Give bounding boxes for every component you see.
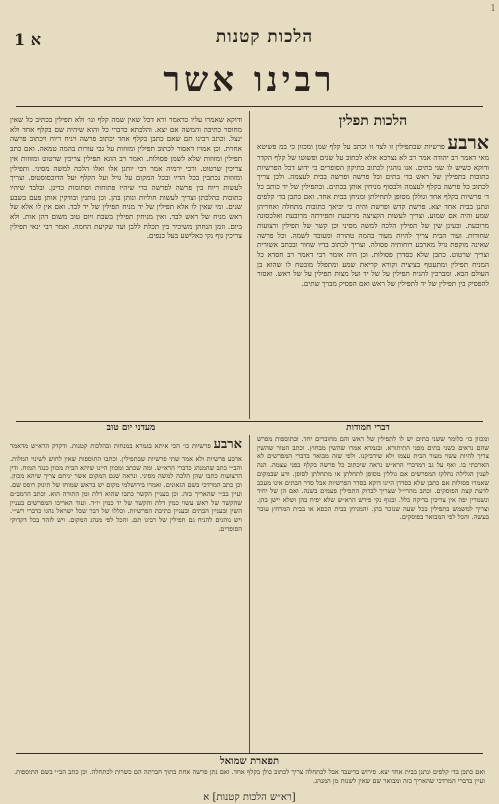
footer-signature: [רא״ש הלכות קטנות] א — [203, 792, 296, 803]
left-column — [10, 111, 242, 419]
notes-right-title: דברי חמודות — [346, 423, 390, 433]
notes-left-column — [10, 435, 242, 753]
notes-right-text: ומכוון כו׳ כלומר ששני בתים יש לו לתפילין של ראש והם מחוברים יחד. ובתוספות מפרש שהם נראים כשני בתים מפני התיתורא. ובגמרא אמרו שהשין מבחוץ. וכתב הטור שהשין צריך להיות עשוי מעור הבית עצמו ולא שידביקנו. ולפי שזה מבואר בדברי המפרשים לא הארכתי בו. ואף על גב דמדברי הרא״ש נראה שיכתוב כל פרשה בקלף בפני עצמה. הנה לענין הגלילה נחלקו המפרשים אם גוללין מסופן לתחלתן או מתחלתן לסופן. ודע שבמקום שאמרו פסולות אם כתבן שלא כסדרן היינו דוקא בסדר הפרשיות אבל סדר הבתים אינו מעכב לדעת קצת הפוסקים. וכתב מהרי״ל שצריך לבדוק התפילין פעמים בשנה. ואם הן של יחיד ונשמרין יפה אין צריכין בדיקה כלל. ובגוף נקי פירש הרא״ש שלא יפיח בהן ושלא יישן בהן. וצריך למשמש בתפילין בכל שעה שנזכר בהן. והמניחן בבית הכסא או בבית המרחץ עובר בעשה. והכל לפי המבואר בפוסקים. — [257, 435, 489, 522]
right-column-text — [257, 133, 489, 289]
bottom-section-title: תפארת שמואל — [219, 756, 280, 767]
section-title: הלכות תפלין — [338, 113, 408, 129]
edge-mark: 1 — [490, 4, 496, 14]
page-header — [10, 0, 489, 54]
notes-lead-word: ארבע — [213, 437, 242, 452]
right-column-body: פרשיות שבתפילין זו לצד זו וכתב על קלף שמן ומכוון כי במ פשיטא מאי דאמר רב יהודה אמר רב לא נצרכא אלא לכתוב על שנים ופשוטו של קלף הקדר ודוקא כשיש לו שני בתים. אנו נוהגין לכתוב כתיקון הסופרים כי ידוע דכל הפרשיות כתובות בתפילין של ראש בד׳ בתים וכל פרשה ופרשה בבית לעצמה. ולכן צריך לכתוב כל פרשה בקלף לעצמה ולבסוף מניחין אותן בבתים. ובתפילין של יד כותב כל ד׳ פרשיות בקלף אחד וגוללן מסופן לתחילתן ומניחן בבית אחד. ואם כתבן בד׳ קלפים ונתנן בבית אחד יצא. פרשת קדש ופרשת והיה כי יביאך כתובות מתחלה ואחריהן שמע והיה אם שמוע. וצריך לעשות הקציצה מרובעת ותפירתה מרובעת ואלכסונה מרובעת. ובעינן שין של תפילין הלכה למשה מסיני וכן קשר של תפילין ורצועות שחורות. ועור הבית צריך להיות מעור בהמה טהורה ומעובד לשמה. וכל פרשה שאינה מוקפת גויל מארבע רוחותיה פסולה. וצריך לכתוב בדיו שחור ובכתב אשורית וצריך שרטוט. כתבן שלא כסדרן פסולות. וכן היה אומר רבי דאמר רב חסדא כל המניח תפילין ומתעטף בציצית וקורא קריאת שמע ומתפלל מובטח לו שהוא בן העולם הבא. ומברכין להניח תפילין על של יד ועל מצות תפילין על של ראש. ואסור להפסיק בין תפילין של יד לתפילין של ראש ואם הפסיק מברך שתים. — [257, 142, 489, 289]
commentary-divider — [249, 435, 250, 753]
notes-left-text — [10, 435, 242, 533]
bottom-section-text: ואם כתבן בד׳ קלפים ונתנן בבית אחד יצא. פירוש בדיעבד אבל לכתחלה צריך לכתוב כולן בקלף אחד. ואם נתן פרשה אחת בתוך חברתה הם כשרות לכתחלה. וכן כתב הב״י בשם התוספות. ועיין בדברי המרדכי שהאריך בזה ומבואר שם שאין לשנות מן המנהג. — [14, 768, 485, 785]
notes-left-body: פרשיות כו׳ הכי איתא בגמרא במנחות ובהלכות קטנות. ודקדק הרא״ש מדאמר ארבע פרשיות ולא אמר שתי פרשיות שבתפילין. וכתבו התוספות שאין לחוש לשינוי המלות. והב״י כתב שהמנהג כדברי הרא״ש. ומה שכתב ומכוון היינו שיהא הבית מכוון כנגד המוח. ודין הרצועות כתבו שהן הלכה למשה מסיני. ונראה שגם המקום אשר יניחם צריך שיהא מכוון. וכן כתב המרדכי בשם הגאונים. ואמרו בירושלמי מקום יש בראש שמוחו של תינוק רופס שם. ועיין בב״י שהאריך בזה. וכן בעניין הקשר כתבו שהוא דלת ומן התורה הוא. וכתב הרמב״ם שהקשר של ראש עשוי כמין דלת והקשר של יד כמין יו״ד. ועוד האריכו המפרשים בעניין השין ובעניין הבתים ובעניין כתיבת הפרשיות. וכללו של דבר שכל ישראל נהגו כדברי רש״י. ויש נוהגים להניח גם תפילין של רבינו תם. והכל לפי מנהג המקום. ויש לזהר בכל דקדוקי הסופרים. — [10, 442, 242, 533]
main-text-columns — [10, 111, 489, 419]
title-rule — [16, 106, 483, 107]
column-divider — [249, 111, 250, 419]
notes-right-column — [257, 435, 489, 753]
commentary-titles — [16, 422, 483, 433]
main-title: רבינו אשר — [163, 60, 336, 100]
left-column-text: ודוקא שאמרו עליו כראמר ורא דכל שאין שמה קלף ונו׳ ולא תפילין בכתיב כל שאין מחוסר כתיבה והמשה אם יצא. והלכתא כדברי כל והוא שיהיה שם בקלף אחד ולא ינצל. וכתב רבינו תם שאם כתבן בקלף אחד יכתוב פרשה ויניח ריוח ויכתוב פרשה אחרת. וכן אמרו דאסור לכתוב תפילין ומזוזות על גבי עורות בהמה טמאה. ואם כתב תפילין ומזוזות שלא לשמן פסולות. ואמר רב הונא תפילין צריכין שרטוט ומזוזות אין צריכין שרטוט. ורבי ירמיה אמר רבי יוחנן אלו ואלו הלכה למשה מסיני. ותפילין ומזוזות נכתבין בכל הדיו ובכל המקום על גויל ועל הקלף ועל הדוכסוסטוס. וצריך לעשות ריוח בין פרשה לפרשה כדי שיהיו פתוחות וסתומות כדינן. ובלבד שיהיו כתובות כהלכתן וצריך לעשות חוליות ונותן בהן. וכן נותנין ובודקין אותן פעם בשבע שנים. ומי שאין לו אלא תפילין של יד מניח תפילין של יד לבד. ואם אין לו אלא של ראש מניח של ראש לבד. ואין מניחין תפילין בשבת ויום טוב משום דהן אות. ולא ביום. וזמן הנחתן משיכיר בין תכלת ללבן ועד שקיעת החמה. ואמר רבי ינאי תפילין צריכין גוף נקי כאלישע בעל כנפים. — [10, 115, 242, 241]
bottom-rule — [16, 753, 483, 754]
lead-word: ארבע — [447, 132, 489, 154]
notes-left-title: מעדני יום טוב — [106, 423, 156, 433]
right-column — [257, 111, 489, 419]
folio-number: א 1 — [14, 30, 41, 49]
commentary-columns — [10, 435, 489, 753]
running-title: הלכות קטנות — [215, 27, 314, 47]
